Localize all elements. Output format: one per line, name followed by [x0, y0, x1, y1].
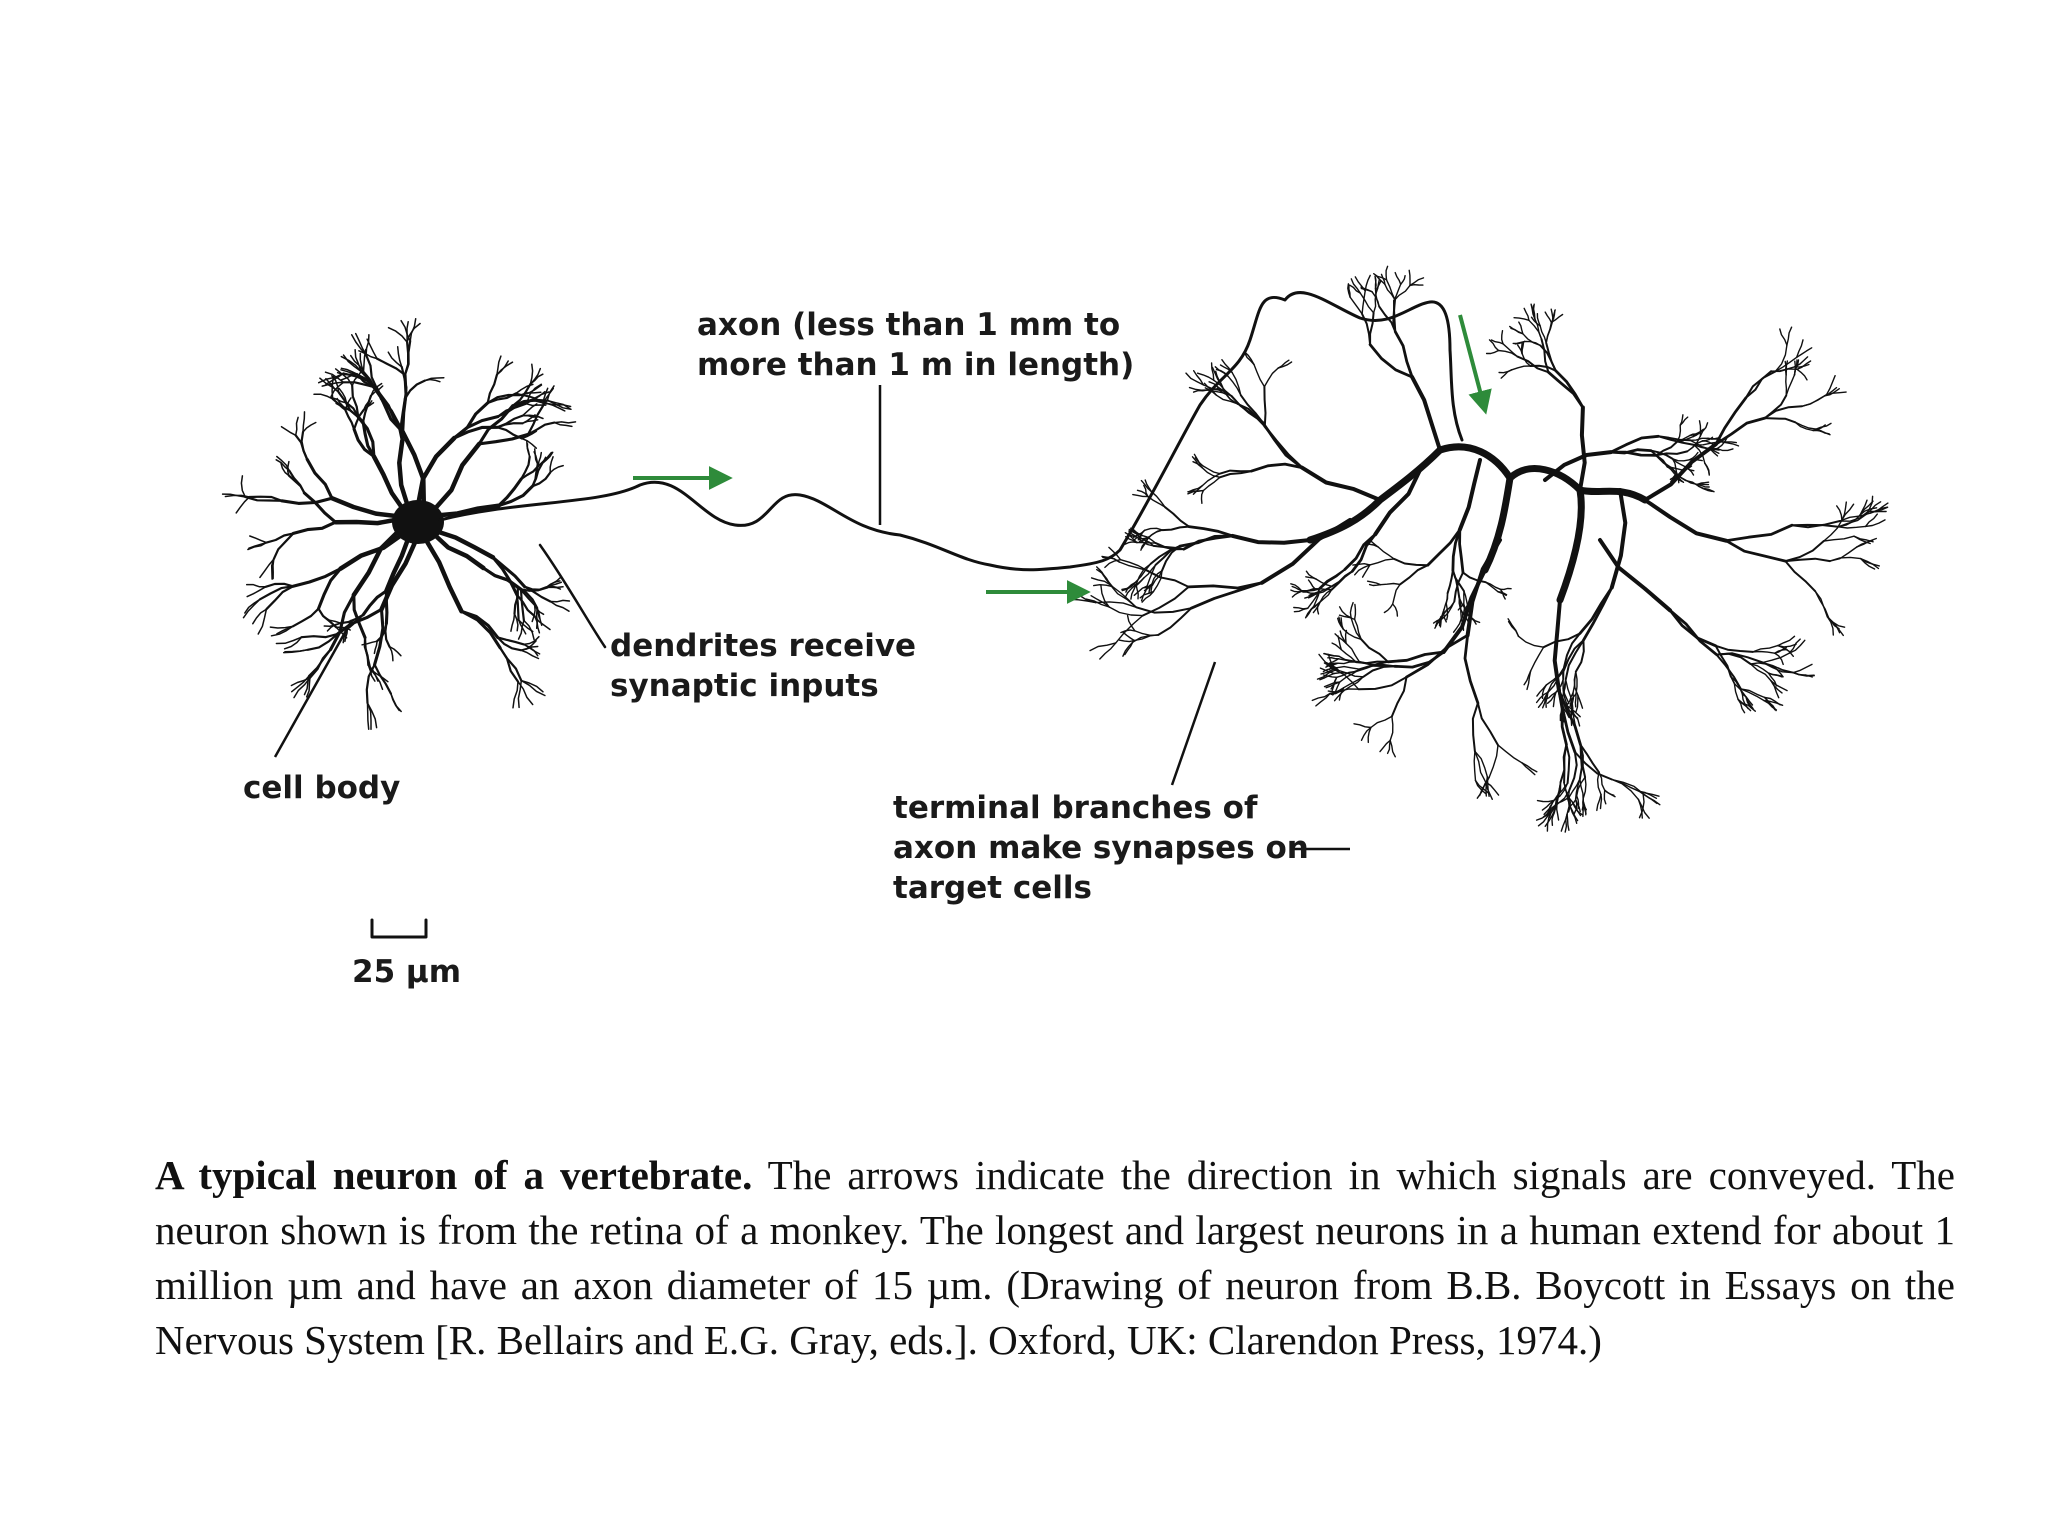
- terminal-leader-line-1: [1172, 662, 1215, 785]
- terminal-label-line3: target cells: [893, 870, 1092, 906]
- cell-body-label: cell body: [243, 770, 401, 806]
- figure-caption: [155, 1148, 1955, 1368]
- terminal-label-line2: axon make synapses on: [893, 830, 1309, 866]
- dendrites-leader-line: [540, 545, 605, 647]
- axon-label-line2: more than 1 m in length): [697, 347, 1135, 383]
- axon-terminal-branches: [1070, 266, 1888, 832]
- scale-label: 25 µm: [352, 954, 462, 990]
- cell-body-leader-line: [275, 620, 352, 757]
- axon-label-line1: axon (less than 1 mm to: [697, 307, 1121, 343]
- dendrites-label-line1: dendrites receive: [610, 628, 917, 664]
- terminal-label-line1: terminal branches of: [893, 790, 1258, 826]
- dendrites-label-line2: synaptic inputs: [610, 668, 879, 704]
- cell-body-soma: [392, 500, 444, 544]
- caption-title: A typical neuron of a vertebrate.: [155, 1152, 753, 1198]
- signal-arrow-3: [1460, 315, 1485, 410]
- scale-bar: [372, 920, 426, 937]
- caption-text: The arrows indicate the direction in which signals are conveyed. The neuron shown is from the retina of a monkey. The longest and largest neurons in a human extend for about 1 million µm and have an axon diameter of 15 µm. (Drawing of neuron from B.B. Boycott in Essays on the Nervous System [R. Bellairs and E.G. Gray, eds.]. Oxford, UK: Clarendon Press, 1974.): [155, 1152, 1955, 1363]
